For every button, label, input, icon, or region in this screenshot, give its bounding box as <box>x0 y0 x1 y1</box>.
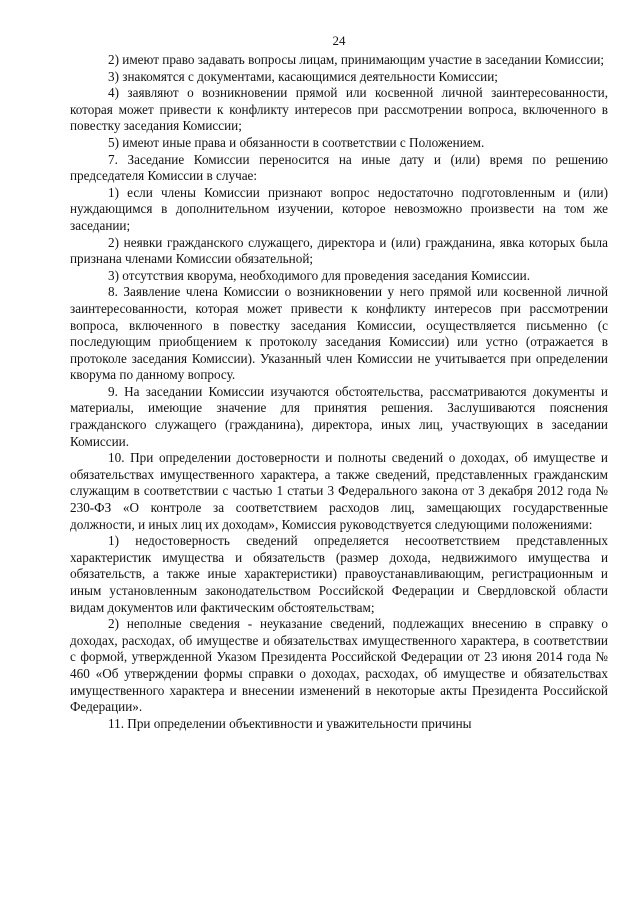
paragraph: 8. Заявление члена Комиссии о возникновении у него прямой или косвенной личной заинтересованности, которая может привести к конфликту интересов при рассмотрении вопроса, включенного в повестку заседания Комиссии, осуществляется письменно (с последующим приобщением к протоколу заседания Комиссии) или устно (отражается в протоколе заседания Комиссии). Указанный член Комиссии не учитывается при определении кворума по данному вопросу. <box>70 284 608 383</box>
paragraph: 2) неполные сведения - неуказание сведений, подлежащих внесению в справку о доходах, расходах, об имуществе и обязательствах имущественного характера, в соответствии с формой, утвержденной Указом Президента Российской Федерации от 23 июня 2014 года № 460 «Об утверждении формы справки о доходах, расходах, об имуществе и обязательствах имущественного характера и внесении изменений в некоторые акты Президента Российской Федерации». <box>70 616 608 715</box>
paragraph: 10. При определении достоверности и полноты сведений о доходах, об имуществе и обязательствах имущественного характера, а также сведений, представленных гражданским служащим в соответствии с частью 1 статьи 3 Федерального закона от 3 декабря 2012 года № 230-ФЗ «О контроле за соответствием расходов лиц, замещающих государственные должности, и иных лиц их доходам», Комиссия руководствуется следующими положениями: <box>70 450 608 532</box>
paragraph: 3) знакомятся с документами, касающимися деятельности Комиссии; <box>108 68 498 84</box>
paragraph: 1) если члены Комиссии признают вопрос недостаточно подготовленным и (или) нуждающимся в дополнительном изучении, которое невозможно произвести на том же заседании; <box>70 184 608 233</box>
paragraph: 2) неявки гражданского служащего, директора и (или) гражданина, явка которых была признана членами Комиссии обязательной; <box>70 234 608 267</box>
paragraph: 11. При определении объективности и уважительности причины <box>108 715 472 731</box>
paragraph: 9. На заседании Комиссии изучаются обстоятельства, рассматриваются документы и материалы, имеющие значение для принятия решения. Заслушиваются пояснения гражданского служащего (гражданина), директора, иных лиц, участвующих в заседании Комиссии. <box>70 383 608 449</box>
paragraph: 7. Заседание Комиссии переносится на иные дату и (или) время по решению председателя Комиссии в случае: <box>70 151 608 184</box>
paragraph: 2) имеют право задавать вопросы лицам, принимающим участие в заседании Комиссии; <box>108 52 605 67</box>
paragraph: 4) заявляют о возникновении прямой или косвенной личной заинтересованности, которая может привести к конфликту интересов при рассмотрении вопроса, включенного в повестку заседания Комиссии; <box>70 85 608 134</box>
paragraph: 1) недостоверность сведений определяется несоответствием представленных характеристик имущества и обязательств (размер дохода, недвижимого имущества и обязательств, а также иные характеристики) правоустанавливающим, регистрационным и иным установленным законодательством Российской Федерации и Свердловской области видам документов или фактическим обстоятельствам; <box>70 533 608 615</box>
page-number: 24 <box>332 33 346 48</box>
paragraph: 5) имеют иные права и обязанности в соответствии с Положением. <box>108 134 485 150</box>
document-body <box>70 52 608 732</box>
paragraph: 3) отсутствия кворума, необходимого для проведения заседания Комиссии. <box>108 267 531 283</box>
